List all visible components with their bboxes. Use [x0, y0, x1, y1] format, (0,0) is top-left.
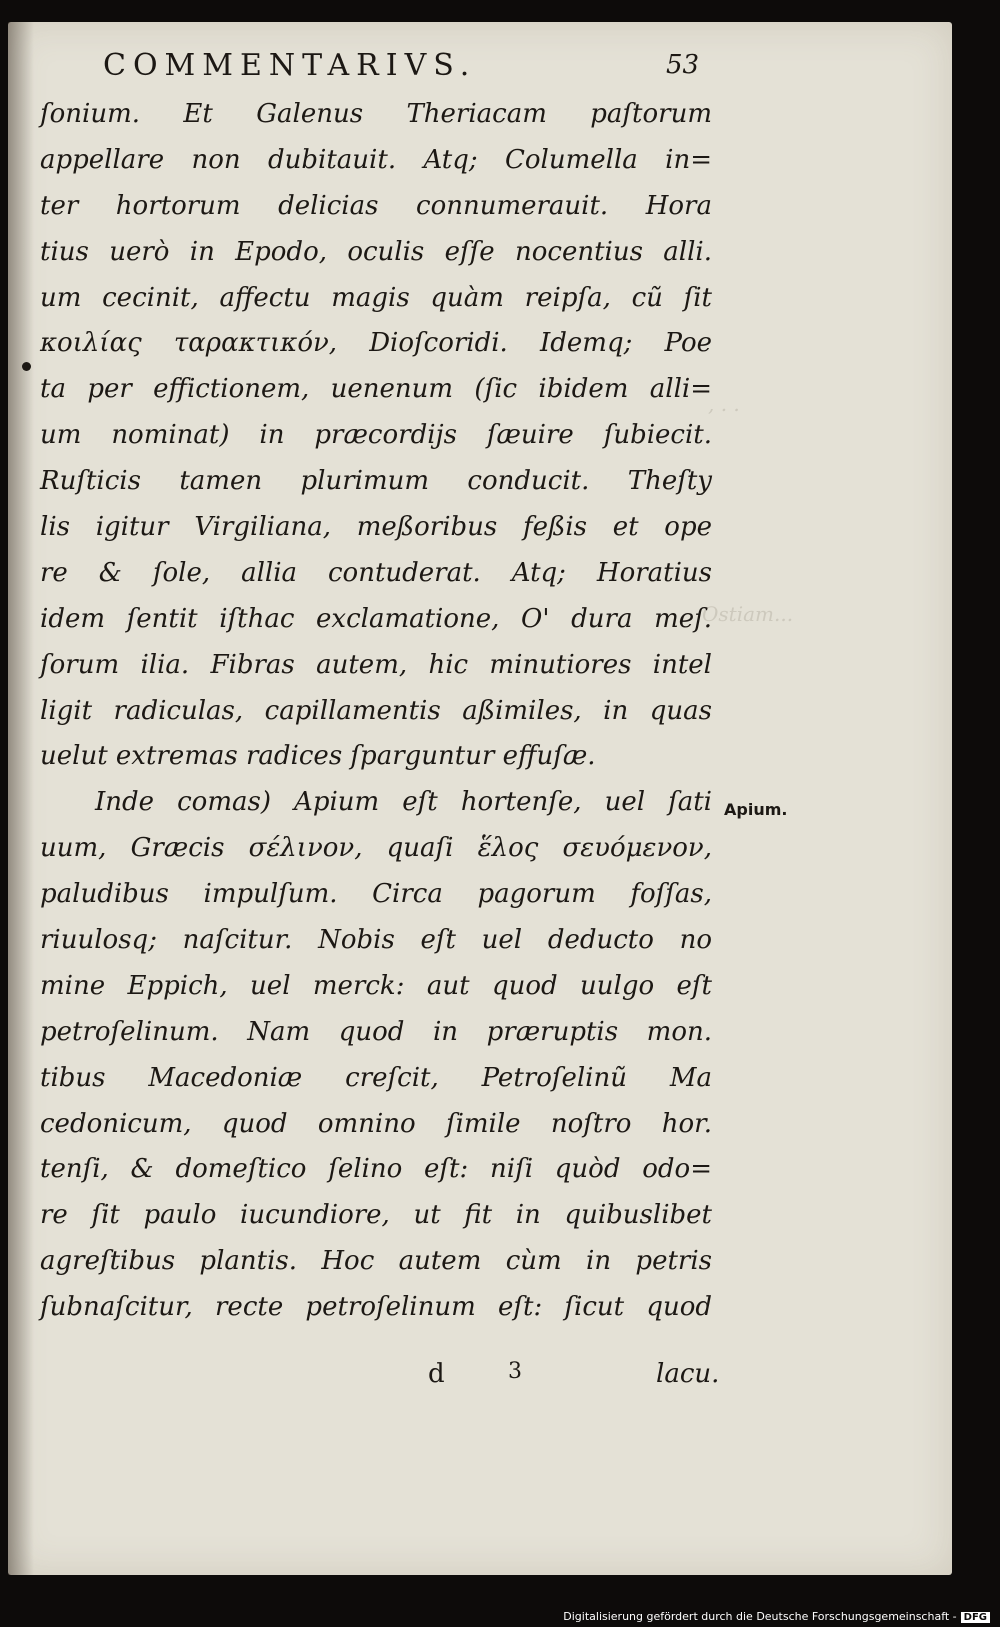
text-line: κοιλίας ταρακτικόν, Dioſcoridi. Idemq; Poe: [40, 328, 712, 359]
text-line: ſubnaſcitur, recte petroſelinum eſt: ſicut quod: [40, 1292, 712, 1323]
text-line: tibus Macedoniæ creſcit, Petroſelinũ Ma: [40, 1062, 712, 1093]
text-line: ligit radiculas, capillamentis aßimiles, in quas: [40, 695, 712, 726]
text-line: ter hortorum delicias connumerauit. Hora: [40, 190, 712, 221]
show-through-ink: Ostiam...: [702, 602, 794, 626]
text-line: Ruſticis tamen plurimum conducit. Theſty: [40, 466, 712, 497]
spine-shadow: [8, 22, 34, 1575]
text-line: ſorum ilia. Fibras autem, hic minutiores intel: [40, 649, 712, 680]
text-line: cedonicum, quod omnino ſimile noſtro hor.: [40, 1108, 712, 1139]
text-line: agreſtibus plantis. Hoc autem cùm in petris: [40, 1246, 712, 1277]
text-line: mine Eppich, uel merck: aut quod uulgo eſt: [40, 970, 712, 1001]
text-line: riuulosq; naſcitur. Nobis eſt uel deducto no: [40, 925, 712, 956]
text-line: um cecinit, affectu magis quàm reipſa, cũ ſit: [40, 282, 712, 313]
credit-text: Digitalisierung gefördert durch die Deutsche Forschungsgemeinschaft -: [563, 1610, 957, 1623]
ink-dot-mark: [22, 362, 31, 371]
text-line: appellare non dubitauit. Atq; Columella in=: [40, 144, 712, 175]
text-line: uum, Græcis σέλινον, quaſi ἕλος σευόμενον,: [40, 833, 712, 864]
signature-mark-letter: d: [428, 1359, 445, 1389]
main-text-block: [40, 92, 712, 1331]
catchword: lacu.: [656, 1359, 720, 1389]
text-line: paludibus impulſum. Circa pagorum foſſas,: [40, 879, 712, 910]
text-line: petroſelinum. Nam quod in præruptis mon.: [40, 1016, 712, 1047]
show-through-ink: , . .: [708, 392, 740, 416]
digitization-credit: [563, 1610, 990, 1623]
text-line: tius uerò in Epodo, oculis eſſe nocentius alli.: [40, 236, 712, 267]
text-line: ta per effictionem, uenenum (ſic ibidem alli=: [40, 374, 712, 405]
marginal-note: Apium.: [724, 800, 788, 819]
text-line: ſonium. Et Galenus Theriacam paſtorum: [40, 99, 712, 129]
book-page: [8, 22, 952, 1575]
running-head: COMMENTARIVS.: [103, 48, 477, 83]
text-line: lis igitur Virgiliana, meßoribus feßis et ope: [40, 512, 712, 543]
text-line: um nominat) in præcordijs ſæuire ſubiecit.: [40, 420, 712, 451]
dfg-logo: DFG: [961, 1612, 990, 1623]
text-line: Inde comas) Apium eſt hortenſe, uel ſati: [95, 787, 712, 818]
text-line: tenſi, & domeſtico ſelino eſt: niſi quòd odo=: [40, 1154, 712, 1185]
folio-number: 53: [666, 50, 700, 80]
text-line: re & ſole, allia contuderat. Atq; Horatius: [40, 557, 712, 588]
signature-mark-number: 3: [508, 1359, 522, 1384]
text-line: re ſit paulo iucundiore, ut fit in quibuslibet: [40, 1200, 712, 1231]
text-line: idem ſentit iſthac exclamatione, O' dura meſ.: [40, 603, 712, 634]
text-line: uelut extremas radices ſparguntur effuſæ.: [40, 741, 596, 772]
